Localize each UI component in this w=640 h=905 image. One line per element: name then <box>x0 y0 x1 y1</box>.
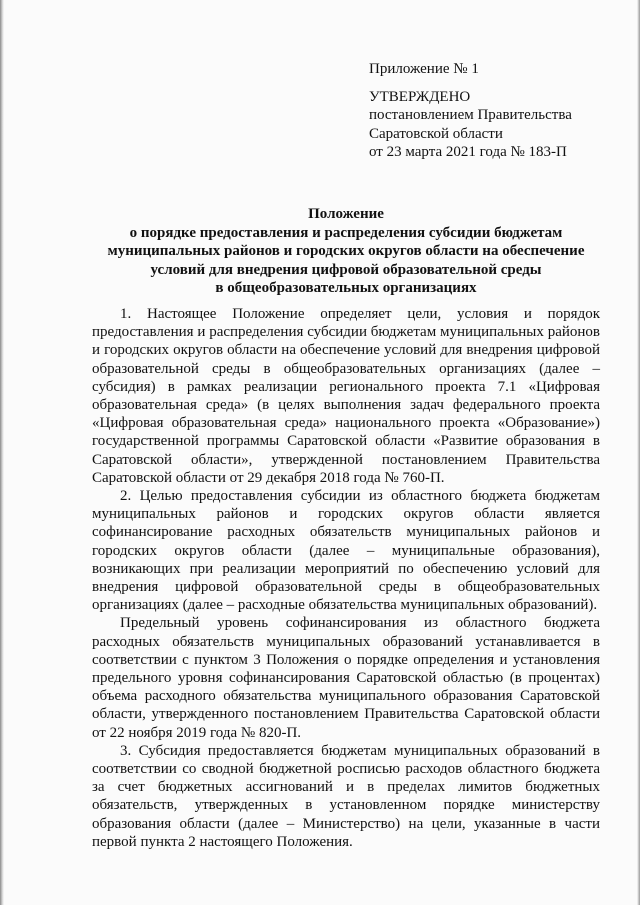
paragraph-3: Предельный уровень софинансирования из областного бюджета расходных обязательств муниципальных образований устанавливается в соответствии с пунктом 3 Положения о порядке определения и установления предельного уровня софинансирования Саратовской областью (в процентах) объема расходного обязательства муниципального образования Саратовской области, утвержденного постановлением Правительства Саратовской области от 22 ноября 2019 года № 820-П. <box>92 615 600 741</box>
title-line-2: о порядке предоставления и распределения субсидии бюджетам <box>129 224 563 241</box>
document-body <box>92 305 600 851</box>
approval-stamp-block <box>369 60 619 162</box>
paragraph-2: 2. Целью предоставления субсидии из областного бюджета бюджетам муниципальных районов и городских округов области является софинансирование расходных обязательств муниципальных районов и городских округов области (далее – муниципальные образования), возникающих при реализации мероприятий по обеспечению условий для внедрения цифровой образовательной среды в общеобразовательных организациях (далее – расходные обязательства муниципальных образований). <box>92 488 600 614</box>
paragraph-1: 1. Настоящее Положение определяет цели, условия и порядок предоставления и распределения субсидии бюджетам муниципальных районов и городских округов области на обеспечение условий для внедрения цифровой образовательной среды в общеобразовательных организациях (далее – субсидия) в рамках реализации регионального проекта 7.1 «Цифровая образовательная среда» (в целях выполнения задач федерального проекта «Цифровая образовательная среда» национального проекта «Образование») государственной программы Саратовской области «Развитие образования в Саратовской области», утвержденной постановлением Правительства Саратовской области от 29 декабря 2018 года № 760-П. <box>92 306 600 486</box>
title-line-5: в общеобразовательных организациях <box>215 280 477 296</box>
title-line-1: Положение <box>308 206 384 222</box>
approval-line-2: Саратовской области <box>369 125 503 142</box>
title-line-3: муниципальных районов и городских округов области на обеспечение <box>107 243 585 259</box>
approval-line-1: постановлением Правительства <box>369 107 572 123</box>
approval-line-3: от 23 марта 2021 года № 183-П <box>369 144 567 160</box>
title-line-4: условий для внедрения цифровой образовательной среды <box>150 261 542 278</box>
paragraph-4: 3. Субсидия предоставляется бюджетам муниципальных образований в соответствии со сводной бюджетной росписью расходов областного бюджета за счет бюджетных ассигнований и в пределах лимитов бюджетных обязательств, утвержденных в установленном порядке министерству образования области (далее – Министерство) на цели, указанные в части первой пункта 2 настоящего Положения. <box>92 742 600 850</box>
scan-edge-left <box>0 0 4 905</box>
document-title <box>92 205 600 298</box>
approved-label: УТВЕРЖДЕНО <box>369 88 471 105</box>
annex-number: Приложение № 1 <box>369 61 479 77</box>
